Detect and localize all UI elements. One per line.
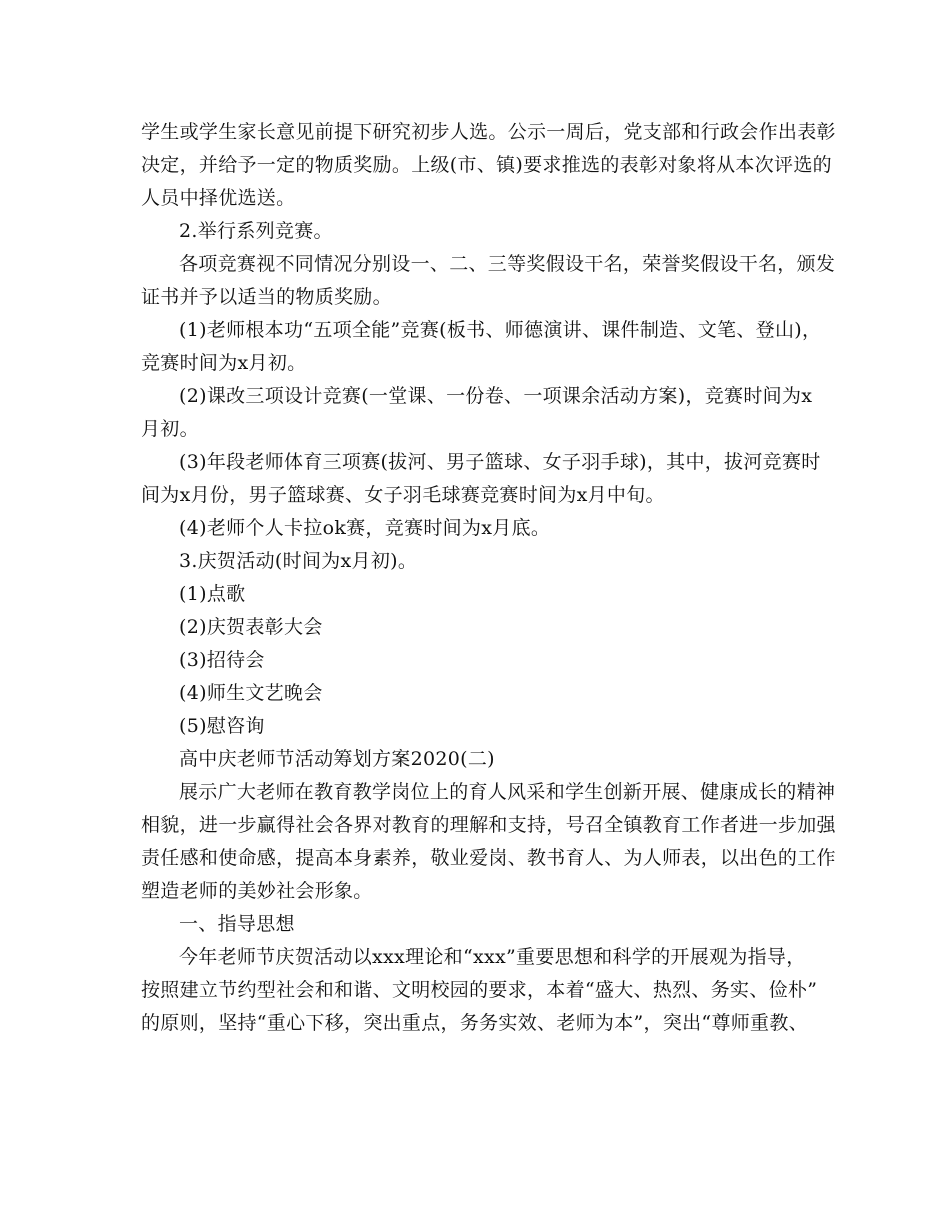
paragraph-line: 3.庆贺活动(时间为x月初)。 xyxy=(179,550,418,572)
paragraph-line: 人员中择优选送。 xyxy=(141,187,296,209)
paragraph-line: (1)老师根本功“五项全能”竞赛(板书、师德演讲、课件制造、文笔、登山)， xyxy=(179,319,822,341)
document-body xyxy=(141,116,836,1040)
paragraph-line: (2)庆贺表彰大会 xyxy=(179,616,323,638)
paragraph-line: (3)年段老师体育三项赛(拔河、男子篮球、女子羽手球)，其中，拔河竞赛时 xyxy=(179,451,821,473)
paragraph-line: (2)课改三项设计竞赛(一堂课、一份卷、一项课余活动方案)，竞赛时间为x xyxy=(179,385,813,407)
paragraph-line: 高中庆老师节活动筹划方案2020(二) xyxy=(179,748,495,770)
paragraph-line: (4)老师个人卡拉ok赛，竞赛时间为x月底。 xyxy=(179,517,551,539)
paragraph-line: 间为x月份，男子篮球赛、女子羽毛球赛竞赛时间为x月中旬。 xyxy=(141,484,665,506)
paragraph-line: 的原则，坚持“重心下移，突出重点，务务实效、老师为本”，突出“尊师重教、 xyxy=(141,1012,808,1034)
paragraph-line: 证书并予以适当的物质奖励。 xyxy=(141,286,392,308)
paragraph-line: 学生或学生家长意见前提下研究初步人选。公示一周后，党支部和行政会作出表彰 xyxy=(141,121,836,143)
paragraph-line: 相貌，进一步赢得社会各界对教育的理解和支持，号召全镇教育工作者进一步加强 xyxy=(141,814,836,836)
paragraph-line: 展示广大老师在教育教学岗位上的育人风采和学生创新开展、健康成长的精神 xyxy=(179,781,836,803)
paragraph-line: 责任感和使命感，提高本身素养，敬业爱岗、教书育人、为人师表，以出色的工作 xyxy=(141,847,836,869)
paragraph-line: 各项竞赛视不同情况分别设一、二、三等奖假设干名，荣誉奖假设干名，颁发 xyxy=(179,253,836,275)
paragraph-line: 按照建立节约型社会和和谐、文明校园的要求，本着“盛大、热烈、务实、俭朴” xyxy=(141,979,818,1001)
paragraph-line: (4)师生文艺晚会 xyxy=(179,682,323,704)
paragraph-line: 决定，并给予一定的物质奖励。上级(市、镇)要求推选的表彰对象将从本次评选的 xyxy=(141,154,832,176)
paragraph-line: 月初。 xyxy=(141,418,199,440)
paragraph-line: 一、指导思想 xyxy=(179,913,295,935)
paragraph-line: (5)慰咨询 xyxy=(179,715,265,737)
paragraph-line: (3)招待会 xyxy=(179,649,265,671)
paragraph-line: 今年老师节庆贺活动以xxx理论和“xxx”重要思想和科学的开展观为指导， xyxy=(179,946,806,968)
paragraph-line: 竞赛时间为x月初。 xyxy=(141,352,307,374)
paragraph-line: (1)点歌 xyxy=(179,583,246,605)
paragraph-line: 2.举行系列竞赛。 xyxy=(179,220,333,242)
paragraph-line: 塑造老师的美妙社会形象。 xyxy=(141,880,373,902)
